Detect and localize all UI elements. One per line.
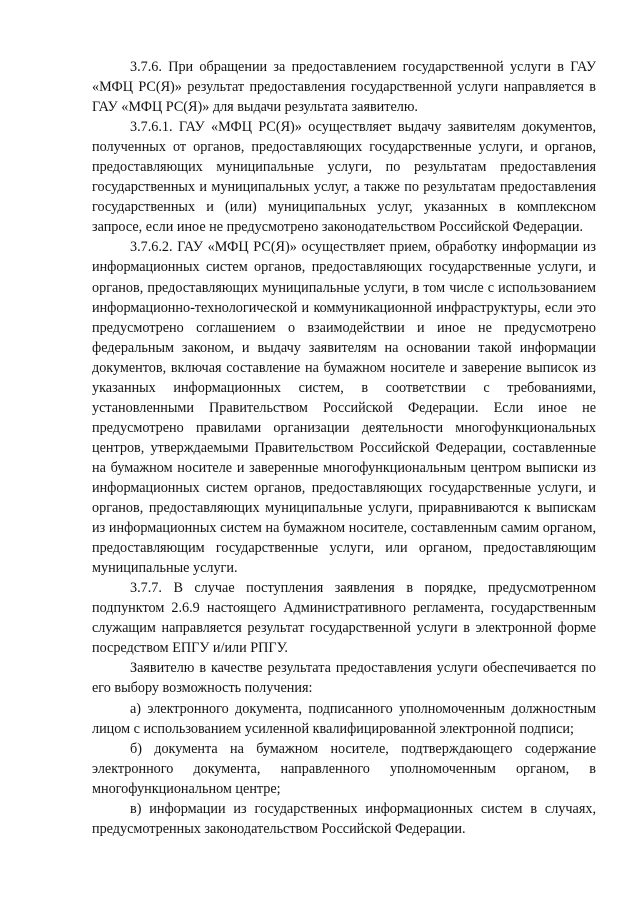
paragraph-3-7-6-2: 3.7.6.2. ГАУ «МФЦ РС(Я)» осуществляет прием, обработку информации из информационных систем органов, предоставляющих государственные услуги, и органов, предоставляющих муниципальные услуги, в том числе с использованием информационно-технологической и коммуникационной инфраструктуры, если это предусмотрено соглашением о взаимодействии и иное не предусмотрено федеральным законом, и выдачу заявителям на основании такой информации документов, включая составление на бумажном носителе и заверение выписок из указанных информационных систем, в соответствии с требованиями, установленными Правительством Российской Федерации. Если иное не предусмотрено правилами организации деятельности многофункциональных центров, утверждаемыми Правительством Российской Федерации, составленные на бумажном носителе и заверенные многофункциональным центром выписки из информационных систем органов, предоставляющих государственные услуги, и органов, предоставляющих муниципальные услуги, приравниваются к выпискам из информационных систем на бумажном носителе, составленным самим органом, предоставляющим государственные услуги, или органом, предоставляющим муниципальные услуги. [92, 239, 596, 577]
paragraph-result-options-intro: Заявителю в качестве результата предоставления услуги обеспечивается по его выбору возможность получения: [92, 660, 596, 697]
paragraph-3-7-7: 3.7.7. В случае поступления заявления в порядке, предусмотренном подпунктом 2.6.9 настоящего Административного регламента, государственным служащим направляется результат государственной услуги в электронной форме посредством ЕПГУ и/или РПГУ. [92, 580, 596, 657]
paragraph-3-7-6-1: 3.7.6.1. ГАУ «МФЦ РС(Я)» осуществляет выдачу заявителям документов, полученных от органов, предоставляющих государственные услуги, и органов, предоставляющих муниципальные услуги, по результатам предоставления государственных и муниципальных услуг, а также по результатам предоставления государственных и (или) муниципальных услуг, указанных в комплексном запросе, если иное не предусмотрено законодательством Российской Федерации. [92, 119, 596, 236]
document-page [92, 57, 596, 839]
list-item-v: в) информации из государственных информационных систем в случаях, предусмотренных законодательством Российской Федерации. [92, 800, 596, 837]
list-item-b: б) документа на бумажном носителе, подтверждающего содержание электронного документа, направленного уполномоченным органом, в многофункциональном центре; [92, 740, 596, 797]
list-item-a: а) электронного документа, подписанного уполномоченным должностным лицом с использованием усиленной квалифицированной электронной подписи; [92, 700, 596, 737]
paragraph-3-7-6: 3.7.6. При обращении за предоставлением государственной услуги в ГАУ «МФЦ РС(Я)» результат предоставления государственной услуги направляется в ГАУ «МФЦ РС(Я)» для выдачи результата заявителю. [92, 59, 596, 116]
